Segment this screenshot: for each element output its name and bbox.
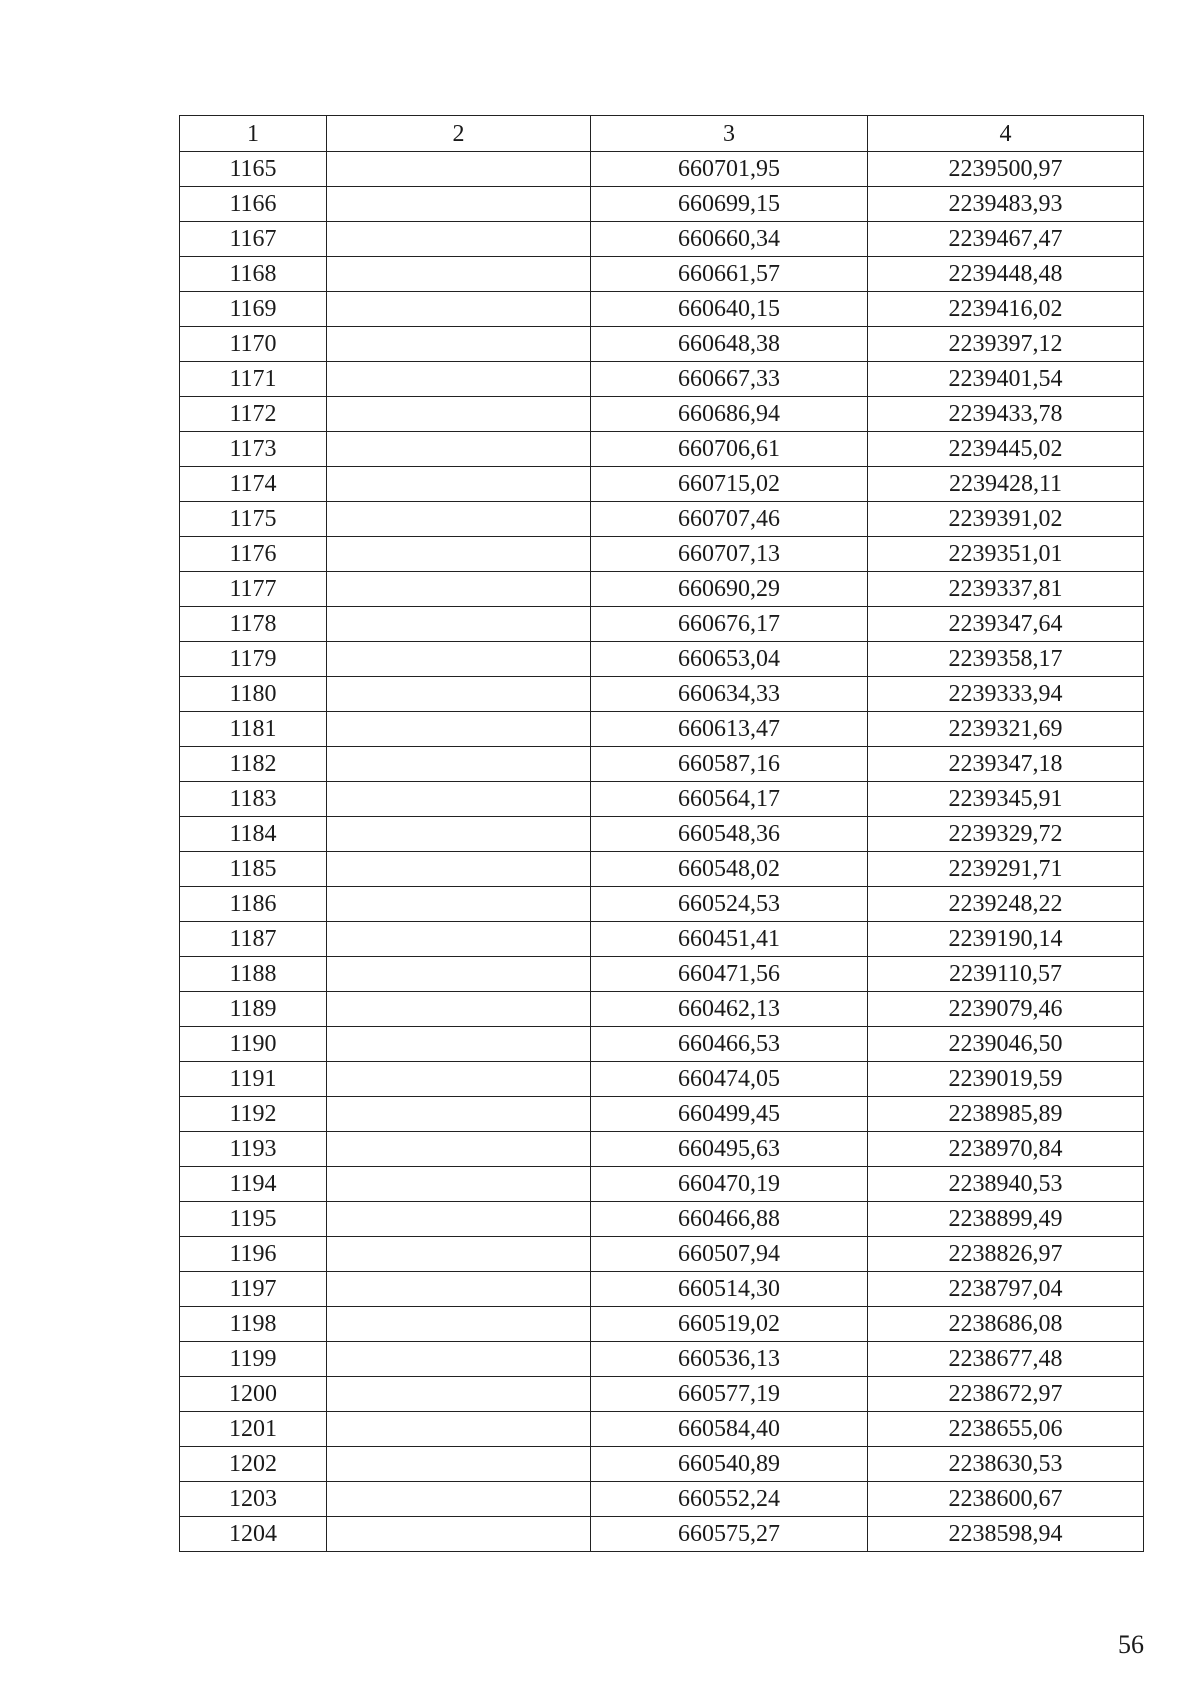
x-coordinate-cell: 660470,19 bbox=[591, 1167, 868, 1202]
y-coordinate-cell: 2239321,69 bbox=[868, 712, 1144, 747]
column-2-cell bbox=[327, 537, 591, 572]
table-row bbox=[180, 292, 1144, 327]
column-2-cell bbox=[327, 1237, 591, 1272]
point-number-cell: 1167 bbox=[180, 222, 327, 257]
table-row bbox=[180, 432, 1144, 467]
point-number-cell: 1194 bbox=[180, 1167, 327, 1202]
x-coordinate-cell: 660584,40 bbox=[591, 1412, 868, 1447]
column-2-cell bbox=[327, 1132, 591, 1167]
y-coordinate-cell: 2239337,81 bbox=[868, 572, 1144, 607]
point-number-cell: 1193 bbox=[180, 1132, 327, 1167]
table-row bbox=[180, 257, 1144, 292]
x-coordinate-cell: 660524,53 bbox=[591, 887, 868, 922]
point-number-cell: 1188 bbox=[180, 957, 327, 992]
point-number-cell: 1172 bbox=[180, 397, 327, 432]
point-number-cell: 1199 bbox=[180, 1342, 327, 1377]
y-coordinate-cell: 2238970,84 bbox=[868, 1132, 1144, 1167]
x-coordinate-cell: 660640,15 bbox=[591, 292, 868, 327]
column-2-cell bbox=[327, 187, 591, 222]
point-number-cell: 1195 bbox=[180, 1202, 327, 1237]
x-coordinate-cell: 660715,02 bbox=[591, 467, 868, 502]
table-row bbox=[180, 607, 1144, 642]
y-coordinate-cell: 2239347,64 bbox=[868, 607, 1144, 642]
y-coordinate-cell: 2238677,48 bbox=[868, 1342, 1144, 1377]
table-row bbox=[180, 922, 1144, 957]
column-2-cell bbox=[327, 432, 591, 467]
table-row bbox=[180, 642, 1144, 677]
y-coordinate-cell: 2239110,57 bbox=[868, 957, 1144, 992]
table-row bbox=[180, 152, 1144, 187]
y-coordinate-cell: 2239291,71 bbox=[868, 852, 1144, 887]
y-coordinate-cell: 2239333,94 bbox=[868, 677, 1144, 712]
y-coordinate-cell: 2239416,02 bbox=[868, 292, 1144, 327]
column-2-cell bbox=[327, 1517, 591, 1552]
y-coordinate-cell: 2239079,46 bbox=[868, 992, 1144, 1027]
column-2-cell bbox=[327, 362, 591, 397]
y-coordinate-cell: 2238797,04 bbox=[868, 1272, 1144, 1307]
y-coordinate-cell: 2239483,93 bbox=[868, 187, 1144, 222]
x-coordinate-cell: 660499,45 bbox=[591, 1097, 868, 1132]
x-coordinate-cell: 660686,94 bbox=[591, 397, 868, 432]
y-coordinate-cell: 2239358,17 bbox=[868, 642, 1144, 677]
y-coordinate-cell: 2238600,67 bbox=[868, 1482, 1144, 1517]
y-coordinate-cell: 2238899,49 bbox=[868, 1202, 1144, 1237]
y-coordinate-cell: 2239329,72 bbox=[868, 817, 1144, 852]
y-coordinate-cell: 2239391,02 bbox=[868, 502, 1144, 537]
table-row bbox=[180, 1517, 1144, 1552]
x-coordinate-cell: 660699,15 bbox=[591, 187, 868, 222]
table-row bbox=[180, 782, 1144, 817]
table-row bbox=[180, 677, 1144, 712]
table-row bbox=[180, 957, 1144, 992]
column-2-cell bbox=[327, 1167, 591, 1202]
column-2-cell bbox=[327, 257, 591, 292]
x-coordinate-cell: 660701,95 bbox=[591, 152, 868, 187]
point-number-cell: 1185 bbox=[180, 852, 327, 887]
column-header-1: 1 bbox=[180, 116, 327, 152]
column-2-cell bbox=[327, 1307, 591, 1342]
point-number-cell: 1183 bbox=[180, 782, 327, 817]
y-coordinate-cell: 2239351,01 bbox=[868, 537, 1144, 572]
x-coordinate-cell: 660474,05 bbox=[591, 1062, 868, 1097]
point-number-cell: 1178 bbox=[180, 607, 327, 642]
column-2-cell bbox=[327, 887, 591, 922]
header-row bbox=[180, 116, 1144, 152]
table-row bbox=[180, 1027, 1144, 1062]
x-coordinate-cell: 660706,61 bbox=[591, 432, 868, 467]
table-row bbox=[180, 1412, 1144, 1447]
y-coordinate-cell: 2238630,53 bbox=[868, 1447, 1144, 1482]
column-header-3: 3 bbox=[591, 116, 868, 152]
table-row bbox=[180, 1377, 1144, 1412]
point-number-cell: 1200 bbox=[180, 1377, 327, 1412]
point-number-cell: 1191 bbox=[180, 1062, 327, 1097]
y-coordinate-cell: 2239448,48 bbox=[868, 257, 1144, 292]
point-number-cell: 1196 bbox=[180, 1237, 327, 1272]
point-number-cell: 1187 bbox=[180, 922, 327, 957]
table-row bbox=[180, 887, 1144, 922]
table-row bbox=[180, 1482, 1144, 1517]
column-2-cell bbox=[327, 957, 591, 992]
y-coordinate-cell: 2239345,91 bbox=[868, 782, 1144, 817]
column-2-cell bbox=[327, 922, 591, 957]
y-coordinate-cell: 2239433,78 bbox=[868, 397, 1144, 432]
x-coordinate-cell: 660707,46 bbox=[591, 502, 868, 537]
x-coordinate-cell: 660690,29 bbox=[591, 572, 868, 607]
column-2-cell bbox=[327, 467, 591, 502]
point-number-cell: 1177 bbox=[180, 572, 327, 607]
y-coordinate-cell: 2239347,18 bbox=[868, 747, 1144, 782]
column-2-cell bbox=[327, 712, 591, 747]
column-2-cell bbox=[327, 1272, 591, 1307]
x-coordinate-cell: 660507,94 bbox=[591, 1237, 868, 1272]
point-number-cell: 1192 bbox=[180, 1097, 327, 1132]
x-coordinate-cell: 660471,56 bbox=[591, 957, 868, 992]
y-coordinate-cell: 2239445,02 bbox=[868, 432, 1144, 467]
column-2-cell bbox=[327, 1027, 591, 1062]
point-number-cell: 1186 bbox=[180, 887, 327, 922]
table-row bbox=[180, 1272, 1144, 1307]
table-row bbox=[180, 712, 1144, 747]
point-number-cell: 1179 bbox=[180, 642, 327, 677]
table-row bbox=[180, 1132, 1144, 1167]
point-number-cell: 1176 bbox=[180, 537, 327, 572]
table-row bbox=[180, 1167, 1144, 1202]
table-row bbox=[180, 187, 1144, 222]
table-row bbox=[180, 1447, 1144, 1482]
point-number-cell: 1182 bbox=[180, 747, 327, 782]
x-coordinate-cell: 660653,04 bbox=[591, 642, 868, 677]
table-row bbox=[180, 222, 1144, 257]
table-row bbox=[180, 747, 1144, 782]
point-number-cell: 1166 bbox=[180, 187, 327, 222]
table-row bbox=[180, 502, 1144, 537]
x-coordinate-cell: 660462,13 bbox=[591, 992, 868, 1027]
column-2-cell bbox=[327, 1447, 591, 1482]
y-coordinate-cell: 2239428,11 bbox=[868, 467, 1144, 502]
y-coordinate-cell: 2239190,14 bbox=[868, 922, 1144, 957]
y-coordinate-cell: 2238598,94 bbox=[868, 1517, 1144, 1552]
point-number-cell: 1184 bbox=[180, 817, 327, 852]
column-2-cell bbox=[327, 1202, 591, 1237]
table-row bbox=[180, 992, 1144, 1027]
column-2-cell bbox=[327, 992, 591, 1027]
page-number: 56 bbox=[1118, 1630, 1144, 1659]
column-2-cell bbox=[327, 397, 591, 432]
column-2-cell bbox=[327, 817, 591, 852]
x-coordinate-cell: 660707,13 bbox=[591, 537, 868, 572]
table-row bbox=[180, 467, 1144, 502]
point-number-cell: 1170 bbox=[180, 327, 327, 362]
column-2-cell bbox=[327, 677, 591, 712]
column-header-4: 4 bbox=[868, 116, 1144, 152]
column-2-cell bbox=[327, 747, 591, 782]
column-2-cell bbox=[327, 782, 591, 817]
point-number-cell: 1180 bbox=[180, 677, 327, 712]
y-coordinate-cell: 2239467,47 bbox=[868, 222, 1144, 257]
column-2-cell bbox=[327, 222, 591, 257]
x-coordinate-cell: 660564,17 bbox=[591, 782, 868, 817]
point-number-cell: 1189 bbox=[180, 992, 327, 1027]
y-coordinate-cell: 2238655,06 bbox=[868, 1412, 1144, 1447]
point-number-cell: 1198 bbox=[180, 1307, 327, 1342]
table-body bbox=[180, 152, 1144, 1552]
x-coordinate-cell: 660552,24 bbox=[591, 1482, 868, 1517]
point-number-cell: 1201 bbox=[180, 1412, 327, 1447]
point-number-cell: 1190 bbox=[180, 1027, 327, 1062]
y-coordinate-cell: 2238672,97 bbox=[868, 1377, 1144, 1412]
column-2-cell bbox=[327, 642, 591, 677]
point-number-cell: 1197 bbox=[180, 1272, 327, 1307]
x-coordinate-cell: 660577,19 bbox=[591, 1377, 868, 1412]
point-number-cell: 1202 bbox=[180, 1447, 327, 1482]
column-2-cell bbox=[327, 1377, 591, 1412]
x-coordinate-cell: 660575,27 bbox=[591, 1517, 868, 1552]
point-number-cell: 1181 bbox=[180, 712, 327, 747]
column-2-cell bbox=[327, 607, 591, 642]
x-coordinate-cell: 660648,38 bbox=[591, 327, 868, 362]
table-row bbox=[180, 1342, 1144, 1377]
x-coordinate-cell: 660661,57 bbox=[591, 257, 868, 292]
x-coordinate-cell: 660519,02 bbox=[591, 1307, 868, 1342]
y-coordinate-cell: 2239401,54 bbox=[868, 362, 1144, 397]
y-coordinate-cell: 2238686,08 bbox=[868, 1307, 1144, 1342]
x-coordinate-cell: 660466,53 bbox=[591, 1027, 868, 1062]
column-header-2: 2 bbox=[327, 116, 591, 152]
x-coordinate-cell: 660451,41 bbox=[591, 922, 868, 957]
point-number-cell: 1204 bbox=[180, 1517, 327, 1552]
x-coordinate-cell: 660548,02 bbox=[591, 852, 868, 887]
y-coordinate-cell: 2238826,97 bbox=[868, 1237, 1144, 1272]
table-row bbox=[180, 1097, 1144, 1132]
table-row bbox=[180, 1062, 1144, 1097]
column-2-cell bbox=[327, 1342, 591, 1377]
point-number-cell: 1168 bbox=[180, 257, 327, 292]
x-coordinate-cell: 660514,30 bbox=[591, 1272, 868, 1307]
point-number-cell: 1203 bbox=[180, 1482, 327, 1517]
column-2-cell bbox=[327, 292, 591, 327]
y-coordinate-cell: 2239248,22 bbox=[868, 887, 1144, 922]
table-row bbox=[180, 1202, 1144, 1237]
x-coordinate-cell: 660676,17 bbox=[591, 607, 868, 642]
coordinates-table bbox=[179, 115, 1144, 1552]
table-row bbox=[180, 1307, 1144, 1342]
table-row bbox=[180, 1237, 1144, 1272]
column-2-cell bbox=[327, 152, 591, 187]
x-coordinate-cell: 660495,63 bbox=[591, 1132, 868, 1167]
x-coordinate-cell: 660536,13 bbox=[591, 1342, 868, 1377]
column-2-cell bbox=[327, 1482, 591, 1517]
point-number-cell: 1174 bbox=[180, 467, 327, 502]
y-coordinate-cell: 2239046,50 bbox=[868, 1027, 1144, 1062]
table-row bbox=[180, 327, 1144, 362]
point-number-cell: 1165 bbox=[180, 152, 327, 187]
table-header bbox=[180, 116, 1144, 152]
column-2-cell bbox=[327, 572, 591, 607]
table-row bbox=[180, 397, 1144, 432]
y-coordinate-cell: 2239500,97 bbox=[868, 152, 1144, 187]
table-row bbox=[180, 572, 1144, 607]
x-coordinate-cell: 660587,16 bbox=[591, 747, 868, 782]
x-coordinate-cell: 660613,47 bbox=[591, 712, 868, 747]
x-coordinate-cell: 660466,88 bbox=[591, 1202, 868, 1237]
table-row bbox=[180, 852, 1144, 887]
column-2-cell bbox=[327, 502, 591, 537]
y-coordinate-cell: 2238985,89 bbox=[868, 1097, 1144, 1132]
x-coordinate-cell: 660660,34 bbox=[591, 222, 868, 257]
column-2-cell bbox=[327, 1412, 591, 1447]
y-coordinate-cell: 2239019,59 bbox=[868, 1062, 1144, 1097]
column-2-cell bbox=[327, 1097, 591, 1132]
x-coordinate-cell: 660634,33 bbox=[591, 677, 868, 712]
x-coordinate-cell: 660667,33 bbox=[591, 362, 868, 397]
column-2-cell bbox=[327, 1062, 591, 1097]
column-2-cell bbox=[327, 327, 591, 362]
point-number-cell: 1169 bbox=[180, 292, 327, 327]
point-number-cell: 1171 bbox=[180, 362, 327, 397]
table-row bbox=[180, 537, 1144, 572]
point-number-cell: 1173 bbox=[180, 432, 327, 467]
table-row bbox=[180, 817, 1144, 852]
point-number-cell: 1175 bbox=[180, 502, 327, 537]
y-coordinate-cell: 2239397,12 bbox=[868, 327, 1144, 362]
column-2-cell bbox=[327, 852, 591, 887]
x-coordinate-cell: 660548,36 bbox=[591, 817, 868, 852]
table-row bbox=[180, 362, 1144, 397]
x-coordinate-cell: 660540,89 bbox=[591, 1447, 868, 1482]
y-coordinate-cell: 2238940,53 bbox=[868, 1167, 1144, 1202]
